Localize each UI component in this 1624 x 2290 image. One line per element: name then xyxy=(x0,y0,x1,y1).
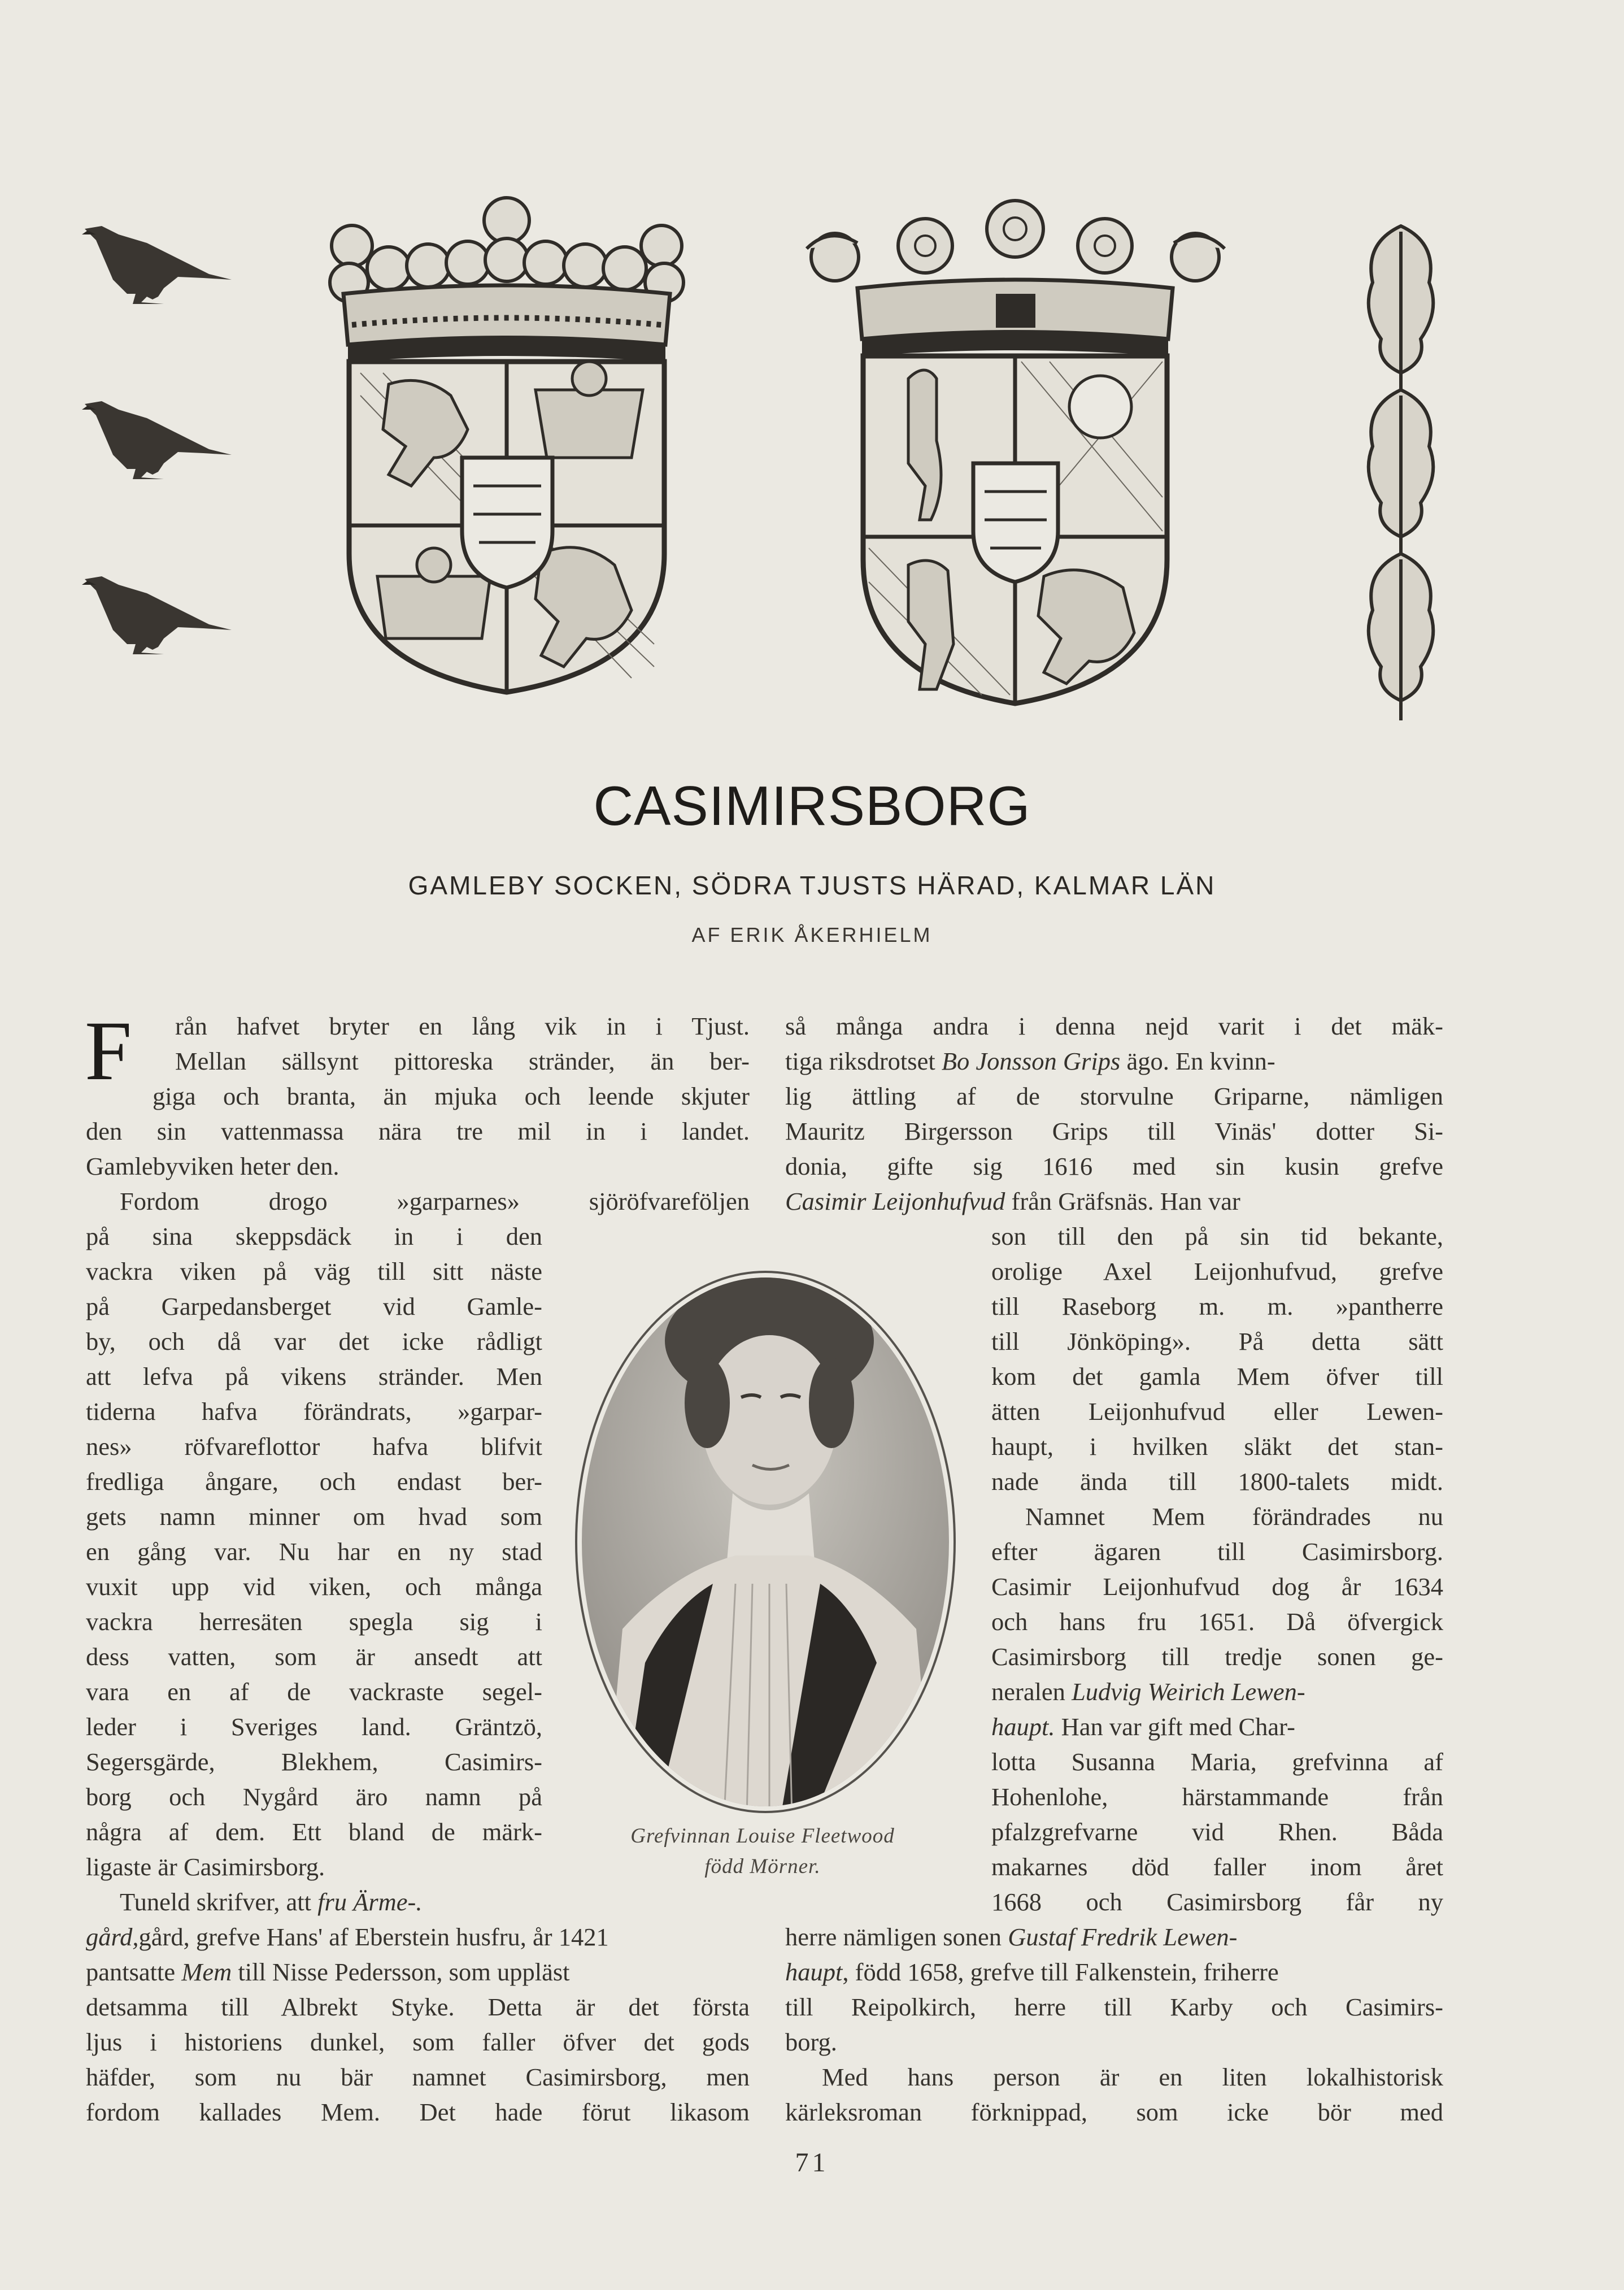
text-line: borg. xyxy=(785,2028,837,2056)
text-line: Segersgärde, Blekhem, Casimirs- xyxy=(86,1748,542,1776)
text-line xyxy=(991,1709,1295,1744)
text-line xyxy=(86,1954,570,1989)
text-line: på Garpedansberget vid Gamle- xyxy=(86,1292,542,1320)
text-line: Namnet Mem förändrades nu xyxy=(1025,1502,1443,1531)
italic-name: fru Ärme-. xyxy=(317,1888,423,1916)
byline: AF ERIK ÅKERHIELM xyxy=(691,923,933,946)
text-line xyxy=(785,1954,1279,1989)
text-line: vara en af de vackraste segel- xyxy=(86,1678,542,1706)
text-line: så många andra i denna nejd varit i det mäk- xyxy=(785,1012,1443,1040)
text-line: ätten Leijonhufvud eller Lewen- xyxy=(991,1397,1443,1426)
text-line: pfalzgrefvarne vid Rhen. Båda xyxy=(991,1818,1443,1846)
text-line: rån hafvet bryter en lång vik in i Tjust. xyxy=(175,1012,750,1040)
text-line: donia, gifte sig 1616 med sin kusin grefve xyxy=(785,1152,1443,1180)
text-line: Mellan sällsynt pittoreska stränder, än ber- xyxy=(175,1047,750,1075)
text-line: nade ända till 1800-talets midt. xyxy=(991,1467,1443,1496)
text-line: lotta Susanna Maria, grefvinna af xyxy=(991,1748,1443,1776)
text-line: Mauritz Birgersson Grips till Vinäs' dotter Si- xyxy=(785,1117,1443,1145)
italic-name: Bo Jonsson Grips xyxy=(941,1047,1121,1075)
text-line xyxy=(785,1919,1237,1954)
raven-icon xyxy=(79,559,237,661)
text-line: kom det gamla Mem öfver till xyxy=(991,1362,1443,1390)
text-line: några af dem. Ett bland de märk- xyxy=(86,1818,542,1846)
text-line: leder i Sveriges land. Gräntzö, xyxy=(86,1713,542,1741)
text-segment: gård, grefve Hans' af Eberstein husfru, år 1421 xyxy=(138,1923,609,1951)
italic-name: Casimir Leijonhufvud xyxy=(785,1187,1005,1215)
text-line: kärleksroman förknippad, som icke bör med xyxy=(785,2098,1443,2126)
text-line: tiderna hafva förändrats, »garpar- xyxy=(86,1397,542,1426)
text-line: Fordom drogo »garparnes» sjöröfvareföljen xyxy=(120,1187,750,1215)
portrait-caption-line: Grefvinnan Louise Fleetwood xyxy=(630,1824,895,1848)
drop-cap: F xyxy=(85,1004,132,1098)
text-segment: ägo. En kvinn- xyxy=(1120,1047,1275,1075)
text-line: son till den på sin tid bekante, xyxy=(991,1222,1443,1250)
italic-name: Gustaf Fredrik Lewen- xyxy=(1008,1923,1238,1951)
page-title: CASIMIRSBORG xyxy=(593,775,1031,837)
text-segment: Tuneld skrifver, att xyxy=(120,1888,318,1916)
text-line: lig ättling af de storvulne Griparne, nämligen xyxy=(785,1082,1443,1110)
text-line: ligaste är Casimirsborg. xyxy=(86,1853,325,1881)
text-segment: Han var gift med Char- xyxy=(1055,1713,1295,1741)
text-line: ljus i historiens dunkel, som faller öfver det gods xyxy=(86,2028,750,2056)
subtitle: GAMLEBY SOCKEN, SÖDRA TJUSTS HÄRAD, KALMAR LÄN xyxy=(408,871,1216,900)
text-line: till Reipolkirch, herre till Karby och Casimirs- xyxy=(785,1993,1443,2021)
text-line: Hohenlohe, härstammande från xyxy=(991,1783,1443,1811)
text-segment: neralen xyxy=(991,1678,1072,1706)
text-line: till Jönköping». På detta sätt xyxy=(991,1327,1443,1355)
text-line: giga och branta, än mjuka och leende skjuter xyxy=(153,1082,750,1110)
text-line: Gamlebyviken heter den. xyxy=(86,1152,339,1180)
text-line: gets namn minner om hvad som xyxy=(86,1502,542,1531)
text-line: vuxit upp vid viken, och många xyxy=(86,1572,542,1601)
text-line: till Raseborg m. m. »pantherre xyxy=(991,1292,1443,1320)
text-line: på sina skeppsdäck in i den xyxy=(86,1222,542,1250)
text-line xyxy=(991,1674,1305,1709)
text-line: den sin vattenmassa nära tre mil in i landet. xyxy=(86,1117,750,1145)
text-line: fordom kallades Mem. Det hade förut likasom xyxy=(86,2098,750,2126)
portrait-photo xyxy=(572,1267,959,1817)
italic-name: Mem xyxy=(181,1958,232,1986)
raven-icon xyxy=(79,384,237,486)
text-segment: pantsatte xyxy=(86,1958,182,1986)
text-line: Casimir Leijonhufvud dog år 1634 xyxy=(991,1572,1443,1601)
raven-icon xyxy=(79,209,237,311)
oak-leaf-icon xyxy=(1353,215,1449,723)
text-line: makarnes död faller inom året xyxy=(991,1853,1443,1881)
text-line xyxy=(120,1884,422,1919)
text-line: 1668 och Casimirsborg får ny xyxy=(991,1888,1443,1916)
text-segment: tiga riksdrotset xyxy=(785,1047,942,1075)
text-line: vackra viken på väg till sitt näste xyxy=(86,1257,542,1285)
text-segment: , född 1658, grefve till Falkenstein, friherre xyxy=(842,1958,1279,1986)
text-line: häfder, som nu bär namnet Casimirsborg, men xyxy=(86,2063,750,2091)
text-line: en gång var. Nu har en ny stad xyxy=(86,1537,542,1566)
italic-name: Ludvig Weirich Lewen- xyxy=(1072,1678,1305,1706)
italic-name: gård, xyxy=(86,1923,139,1951)
text-line: by, och då var det icke rådligt xyxy=(86,1327,542,1355)
text-line: detsamma till Albrekt Styke. Detta är det första xyxy=(86,1993,750,2021)
text-line: Casimirsborg till tredje sonen ge- xyxy=(991,1642,1443,1671)
coat-of-arms-leijonhufvud xyxy=(326,192,687,701)
text-line xyxy=(785,1184,1240,1219)
italic-name: haupt xyxy=(785,1958,843,1986)
text-segment: från Gräfsnäs. Han var xyxy=(1005,1187,1240,1215)
text-line: Med hans person är en liten lokalhistorisk xyxy=(822,2063,1443,2091)
text-line: att lefva på vikens stränder. Men xyxy=(86,1362,542,1390)
text-line: och hans fru 1651. Då öfvergick xyxy=(991,1607,1443,1636)
page-number: 71 xyxy=(795,2148,829,2178)
italic-name: haupt. xyxy=(991,1713,1055,1741)
coat-of-arms-lewenhaupt xyxy=(795,192,1235,712)
text-line: haupt, i hvilken släkt det stan- xyxy=(991,1432,1443,1461)
text-line: dess vatten, som är ansedt att xyxy=(86,1642,542,1671)
text-line xyxy=(86,1919,750,1954)
text-line: nes» röfvareflottor hafva blifvit xyxy=(86,1432,542,1461)
text-line: fredliga ångare, och endast ber- xyxy=(86,1467,542,1496)
text-line xyxy=(785,1044,1275,1079)
text-line: vackra herresäten spegla sig i xyxy=(86,1607,542,1636)
text-segment: till Nisse Pedersson, som uppläst xyxy=(232,1958,570,1986)
text-line: borg och Nygård äro namn på xyxy=(86,1783,542,1811)
heraldic-header xyxy=(0,192,1624,735)
portrait-caption-line: född Mörner. xyxy=(704,1855,821,1878)
text-segment: herre nämligen sonen xyxy=(785,1923,1008,1951)
text-line: orolige Axel Leijonhufvud, grefve xyxy=(991,1257,1443,1285)
text-line: efter ägaren till Casimirsborg. xyxy=(991,1537,1443,1566)
